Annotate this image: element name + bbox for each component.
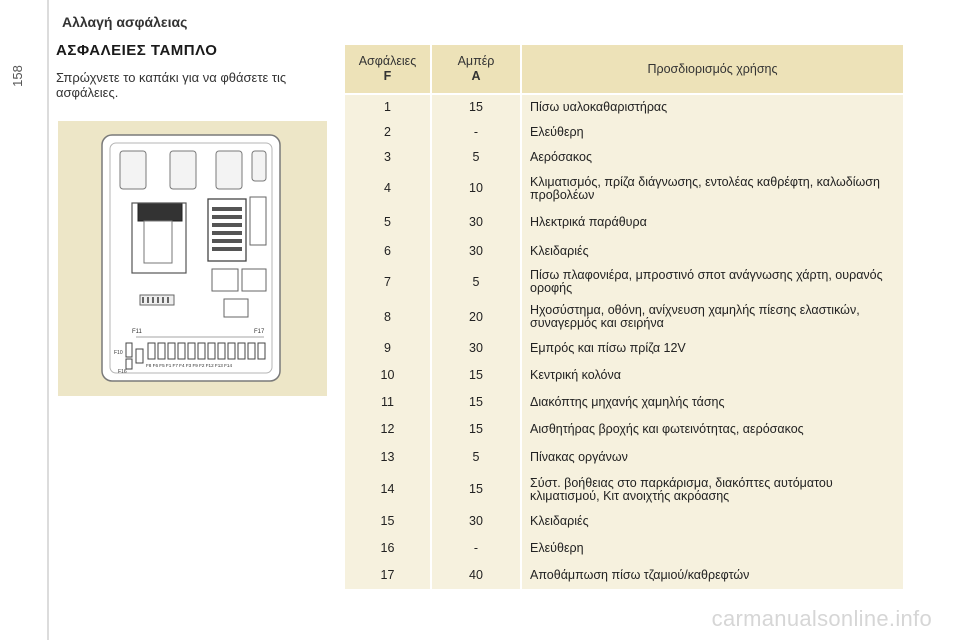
table-row <box>345 416 903 443</box>
fuse-table-body <box>345 95 903 589</box>
table-row <box>345 265 903 299</box>
fuse-number: 12 <box>345 416 431 443</box>
fuse-amps: - <box>431 120 521 145</box>
table-row <box>345 299 903 335</box>
fuse-number: 9 <box>345 335 431 362</box>
fuse-amps: 15 <box>431 416 521 443</box>
fuse-usage: Κεντρική κολόνα <box>521 362 903 389</box>
fuse-usage: Αερόσακος <box>521 145 903 170</box>
header-amps <box>431 45 521 93</box>
fuse-number: 4 <box>345 170 431 207</box>
section-title: ΑΣΦΑΛΕΙΕΣ ΤΑΜΠΛΟ <box>56 42 218 59</box>
header-fuse <box>345 45 431 93</box>
fuse-number: 6 <box>345 237 431 265</box>
fuse-usage: Πίσω πλαφονιέρα, μπροστινό σποτ ανάγνωσης χάρτη, ουρανός οροφής <box>521 265 903 299</box>
table-row <box>345 95 903 120</box>
table-row <box>345 389 903 416</box>
table-header-row <box>345 45 903 93</box>
table-row <box>345 335 903 362</box>
header-usage <box>521 45 903 93</box>
fuse-number: 2 <box>345 120 431 145</box>
label-f11: F11 <box>132 329 142 335</box>
fuse-usage: Κλειδαριές <box>521 237 903 265</box>
fuse-usage: Αποθάμπωση πίσω τζαμιού/καθρεφτών <box>521 562 903 589</box>
table-row <box>345 362 903 389</box>
fuse-usage: Ελεύθερη <box>521 535 903 562</box>
table-row <box>345 535 903 562</box>
fuse-number: 16 <box>345 535 431 562</box>
fuse-number: 15 <box>345 508 431 535</box>
fuse-amps: 5 <box>431 265 521 299</box>
fuse-usage: Ηλεκτρικά παράθυρα <box>521 207 903 237</box>
fuse-amps: 15 <box>431 95 521 120</box>
fuse-usage: Ελεύθερη <box>521 120 903 145</box>
fuse-usage: Σύστ. βοήθειας στο παρκάρισμα, διακόπτες αυτόματου κλιματισμού, Κιτ ανοιχτής ακρόασης <box>521 471 903 508</box>
table-row <box>345 562 903 589</box>
table-row <box>345 170 903 207</box>
running-header: Αλλαγή ασφάλειας <box>62 14 188 30</box>
watermark: carmanualsonline.info <box>711 606 932 631</box>
fuse-usage: Κλειδαριές <box>521 508 903 535</box>
page-number: 158 <box>10 65 25 87</box>
fuse-number: 8 <box>345 299 431 335</box>
fuse-amps: 40 <box>431 562 521 589</box>
intro-text: Σπρώχνετε το καπάκι για να φθάσετε τις ασφάλειες. <box>56 70 287 100</box>
fuse-usage: Κλιματισμός, πρίζα διάγνωσης, εντολέας καθρέφτη, καλωδίωση προβολέων <box>521 170 903 207</box>
fuse-usage: Πίσω υαλοκαθαριστήρας <box>521 95 903 120</box>
table-row <box>345 207 903 237</box>
fuse-usage: Αισθητήρας βροχής και φωτεινότητας, αερόσακος <box>521 416 903 443</box>
header-amps-symbol: A <box>471 69 481 83</box>
fuse-usage: Εμπρός και πίσω πρίζα 12V <box>521 335 903 362</box>
fuse-number: 7 <box>345 265 431 299</box>
fuse-box-drawing <box>58 121 327 396</box>
fuse-number: 11 <box>345 389 431 416</box>
fuse-amps: 30 <box>431 335 521 362</box>
fuse-box-illustration <box>58 121 327 396</box>
fuse-number: 3 <box>345 145 431 170</box>
fuse-row-labels: F8 F6 F5 F1 F7 F4 F3 F9 F2 F12 F13 F14 <box>146 363 233 368</box>
fuse-number: 5 <box>345 207 431 237</box>
table-row <box>345 471 903 508</box>
fuse-amps: 15 <box>431 471 521 508</box>
fuse-amps: 30 <box>431 237 521 265</box>
fuse-number: 1 <box>345 95 431 120</box>
fuse-amps: 20 <box>431 299 521 335</box>
fuse-usage: Ηχοσύστημα, οθόνη, ανίχνευση χαμηλής πίεσης ελαστικών, συναγερμός και σειρήνα <box>521 299 903 335</box>
fuse-amps: 15 <box>431 362 521 389</box>
fuse-number: 14 <box>345 471 431 508</box>
fuse-amps: 5 <box>431 145 521 170</box>
fuse-amps: 15 <box>431 389 521 416</box>
fuse-number: 10 <box>345 362 431 389</box>
header-usage-label: Προσδιορισμός χρήσης <box>647 61 778 76</box>
fuse-usage: Διακόπτης μηχανής χαμηλής τάσης <box>521 389 903 416</box>
label-f10: F10 <box>114 350 123 356</box>
label-f16: F16 <box>118 369 127 375</box>
margin-rule <box>47 0 49 640</box>
table-row <box>345 145 903 170</box>
table-row <box>345 508 903 535</box>
fuse-table <box>345 45 903 589</box>
label-f17: F17 <box>254 329 265 335</box>
table-row <box>345 443 903 471</box>
fuse-amps: 30 <box>431 207 521 237</box>
header-fuse-label: Ασφάλειες <box>358 54 417 68</box>
table-row <box>345 237 903 265</box>
fuse-amps: 10 <box>431 170 521 207</box>
header-amps-label: Αμπέρ <box>457 54 495 68</box>
table-row <box>345 120 903 145</box>
fuse-usage: Πίνακας οργάνων <box>521 443 903 471</box>
fuse-number: 17 <box>345 562 431 589</box>
fuse-amps: 5 <box>431 443 521 471</box>
fuse-amps: 30 <box>431 508 521 535</box>
fuse-amps: - <box>431 535 521 562</box>
header-fuse-symbol: F <box>383 69 392 83</box>
fuse-number: 13 <box>345 443 431 471</box>
